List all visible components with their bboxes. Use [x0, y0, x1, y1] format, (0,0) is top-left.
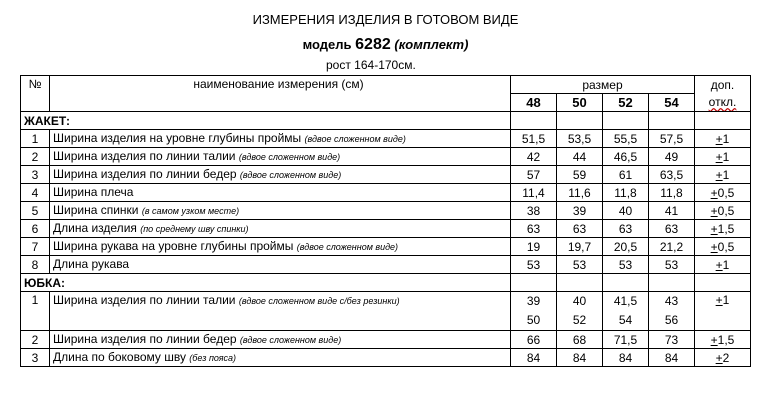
row-number: 5 [21, 202, 50, 220]
table-row [21, 331, 751, 349]
row-name-text: Ширина изделия по линии талии [53, 149, 236, 163]
tolerance-value: 1 [722, 293, 730, 307]
value-bottom: 56 [664, 313, 679, 327]
row-name [50, 238, 511, 256]
value-48: 42 [511, 148, 557, 166]
tolerance-value: 1 [722, 257, 730, 272]
value-48: 66 [511, 331, 557, 349]
model-kit: (комплект) [394, 37, 469, 52]
measurements-table [20, 75, 751, 367]
value-50: 59 [557, 166, 603, 184]
tolerance-value: 1 [722, 131, 730, 146]
row-name [50, 292, 511, 331]
value-50: 53,5 [557, 130, 603, 148]
row-name-text: Ширина изделия по линии талии [53, 293, 236, 307]
table-row [21, 130, 751, 148]
value-52: 46,5 [603, 148, 649, 166]
value-50: 63 [557, 220, 603, 238]
value-48: 84 [511, 349, 557, 367]
value-50: 39 [557, 202, 603, 220]
row-number: 2 [21, 331, 50, 349]
tolerance-sign: + [715, 257, 723, 272]
row-number: 3 [21, 349, 50, 367]
tolerance-sign: + [710, 203, 718, 218]
value-48 [511, 292, 557, 331]
row-name [50, 130, 511, 148]
tolerance-sign: + [715, 293, 723, 307]
row-name [50, 148, 511, 166]
row-note: (вдвое сложенном виде) [239, 170, 342, 180]
table-row [21, 166, 751, 184]
section-row [21, 112, 751, 130]
tolerance [695, 256, 751, 274]
value-top: 40 [572, 294, 587, 308]
size-54: 54 [649, 94, 695, 112]
value-50: 68 [557, 331, 603, 349]
row-name-text: Длина рукава [53, 257, 130, 271]
header-tol-1: доп. [695, 76, 751, 94]
value-52: 40 [603, 202, 649, 220]
table-row [21, 292, 751, 331]
row-name [50, 256, 511, 274]
value-52: 63 [603, 220, 649, 238]
value-52: 71,5 [603, 331, 649, 349]
tolerance-value: 0,5 [717, 239, 735, 254]
table-row [21, 238, 751, 256]
row-name-text: Ширина изделия по линии бедер [53, 167, 237, 181]
model-line [0, 36, 771, 54]
value-52: 55,5 [603, 130, 649, 148]
section-row [21, 274, 751, 292]
row-number: 8 [21, 256, 50, 274]
value-54: 63,5 [649, 166, 695, 184]
size-48: 48 [511, 94, 557, 112]
tolerance [695, 292, 751, 331]
value-52: 84 [603, 349, 649, 367]
row-note: (по среднему шву спинки) [140, 224, 249, 234]
row-name-text: Ширина плеча [53, 185, 134, 199]
size-50: 50 [557, 94, 603, 112]
tolerance [695, 130, 751, 148]
value-48: 53 [511, 256, 557, 274]
tolerance [695, 166, 751, 184]
row-name-text: Длина изделия [53, 221, 137, 235]
header-tol-2 [695, 94, 751, 112]
header-row-1 [21, 76, 751, 94]
skirt-rows [21, 331, 751, 367]
value-bottom: 52 [572, 313, 587, 327]
tolerance-value: 1,5 [717, 332, 735, 347]
row-name-text: Ширина спинки [53, 203, 139, 217]
value-52: 20,5 [603, 238, 649, 256]
model-number: 6282 [355, 36, 391, 53]
model-label: модель [302, 37, 352, 52]
value-bottom: 54 [618, 313, 633, 327]
tolerance-sign: + [715, 167, 723, 182]
value-52: 11,8 [603, 184, 649, 202]
row-number: 2 [21, 148, 50, 166]
row-name [50, 184, 511, 202]
row-name [50, 349, 511, 367]
row-number: 1 [21, 292, 50, 331]
value-48: 38 [511, 202, 557, 220]
value-48: 19 [511, 238, 557, 256]
section-skirt: ЮБКА: [21, 274, 511, 292]
value-48: 51,5 [511, 130, 557, 148]
tolerance [695, 220, 751, 238]
table-row [21, 184, 751, 202]
value-48: 57 [511, 166, 557, 184]
value-54: 41 [649, 202, 695, 220]
row-name-text: Ширина рукава на уровне глубины проймы [53, 239, 294, 253]
value-50: 11,6 [557, 184, 603, 202]
row-name [50, 202, 511, 220]
tolerance-sign: + [710, 239, 718, 254]
value-50: 19,7 [557, 238, 603, 256]
table-row [21, 349, 751, 367]
value-48: 11,4 [511, 184, 557, 202]
value-54: 11,8 [649, 184, 695, 202]
value-54: 53 [649, 256, 695, 274]
header-name [50, 76, 511, 112]
row-number: 3 [21, 166, 50, 184]
value-54 [649, 292, 695, 331]
value-top: 43 [664, 294, 679, 308]
tolerance-value: 1 [722, 149, 730, 164]
tolerance-sign: + [715, 149, 723, 164]
jacket-rows [21, 130, 751, 274]
value-54: 57,5 [649, 130, 695, 148]
table-row [21, 220, 751, 238]
tolerance [695, 331, 751, 349]
tolerance [695, 184, 751, 202]
tolerance [695, 349, 751, 367]
table-row [21, 256, 751, 274]
value-50 [557, 292, 603, 331]
row-number: 7 [21, 238, 50, 256]
header-name-text: наименование измерения (см) [193, 77, 364, 91]
tolerance [695, 148, 751, 166]
row-name-text: Длина по боковому шву [53, 350, 186, 364]
size-52: 52 [603, 94, 649, 112]
row-note: (без пояса) [189, 353, 237, 363]
row-note: (вдвое сложенном виде) [296, 242, 399, 252]
tolerance-value: 1,5 [717, 221, 735, 236]
row-name [50, 331, 511, 349]
header-no: № [21, 76, 50, 112]
value-54: 21,2 [649, 238, 695, 256]
row-name-text: Ширина изделия на уровне глубины проймы [53, 131, 302, 145]
row-note: (вдвое сложенном виде) [239, 335, 342, 345]
row-name-text: Ширина изделия по линии бедер [53, 332, 237, 346]
tolerance [695, 202, 751, 220]
tolerance-sign: + [710, 185, 718, 200]
row-name [50, 220, 511, 238]
tolerance-value: 0,5 [717, 203, 735, 218]
tolerance-value: 0,5 [717, 185, 735, 200]
header-size: размер [511, 76, 695, 94]
row-number: 6 [21, 220, 50, 238]
row-number: 4 [21, 184, 50, 202]
tolerance-sign: + [710, 221, 718, 236]
tolerance-value: 2 [722, 350, 730, 365]
value-54: 49 [649, 148, 695, 166]
tolerance [695, 238, 751, 256]
row-number: 1 [21, 130, 50, 148]
value-54: 73 [649, 331, 695, 349]
value-52 [603, 292, 649, 331]
header-tol-abbr: откл. [708, 95, 737, 110]
value-top: 41,5 [613, 294, 638, 308]
value-top: 39 [526, 294, 541, 308]
row-note: (вдвое сложенном виде) [238, 152, 341, 162]
table-row [21, 202, 751, 220]
value-50: 84 [557, 349, 603, 367]
tolerance-sign: + [710, 332, 718, 347]
value-52: 53 [603, 256, 649, 274]
tolerance-value: 1 [722, 167, 730, 182]
table-row [21, 148, 751, 166]
section-jacket: ЖАКЕТ: [21, 112, 511, 130]
row-note: (вдвое сложенном виде) [304, 134, 406, 144]
value-50: 44 [557, 148, 603, 166]
row-name [50, 166, 511, 184]
value-54: 63 [649, 220, 695, 238]
tolerance-sign: + [715, 131, 723, 146]
value-bottom: 50 [526, 313, 541, 327]
value-50: 53 [557, 256, 603, 274]
height-range: рост 164-170см. [326, 58, 416, 72]
row-note: (вдвое сложенном виде с/без резинки) [238, 296, 400, 306]
value-52: 61 [603, 166, 649, 184]
tolerance-sign: + [715, 350, 723, 365]
row-note: (в самом узком месте) [141, 206, 240, 216]
value-48: 63 [511, 220, 557, 238]
document-title: ИЗМЕРЕНИЯ ИЗДЕЛИЯ В ГОТОВОМ ВИДЕ [252, 12, 519, 27]
value-54: 84 [649, 349, 695, 367]
